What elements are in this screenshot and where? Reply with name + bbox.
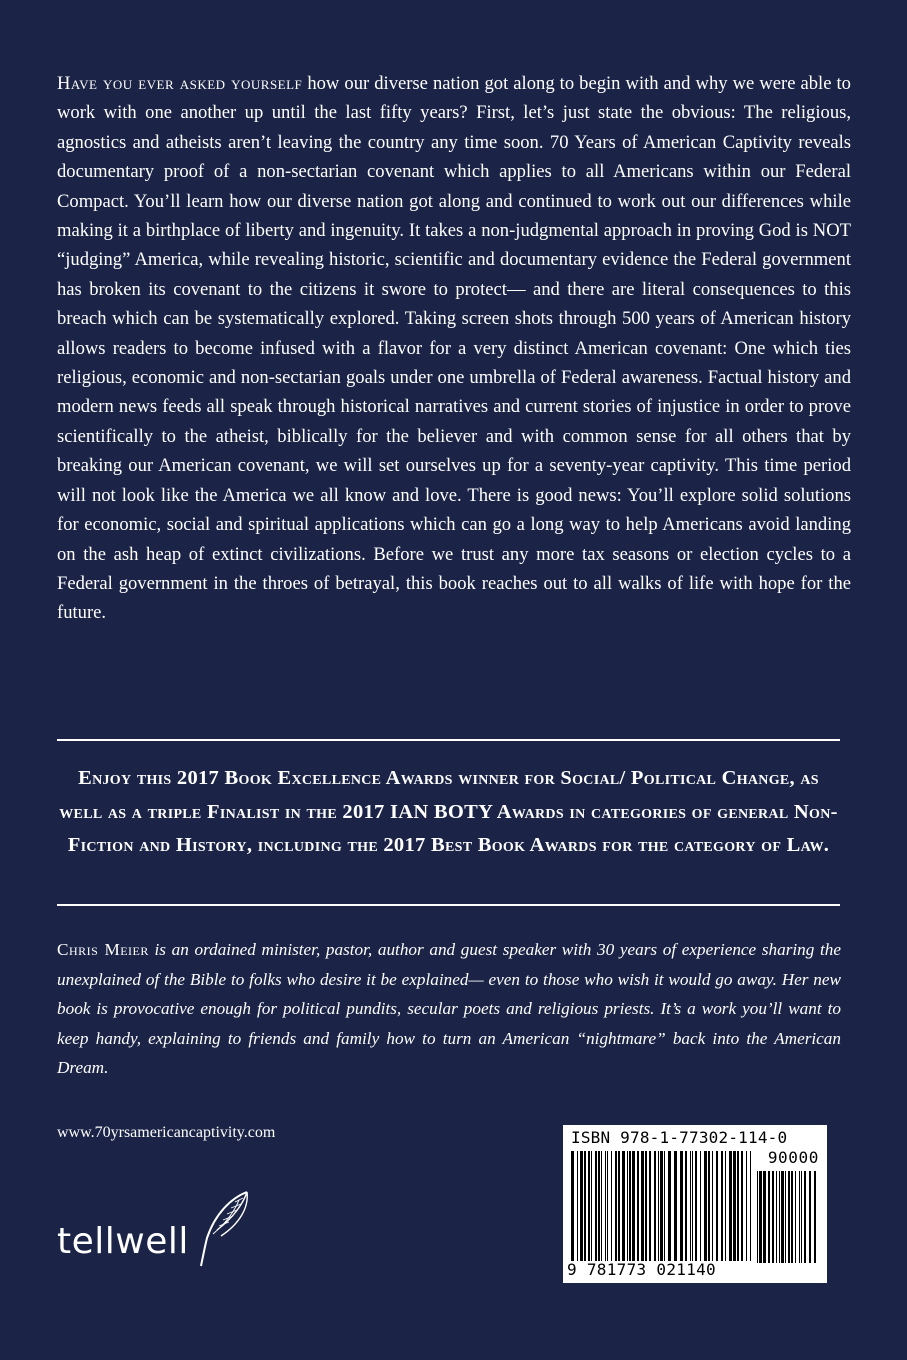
description-lead: Have you ever asked yourself (57, 73, 303, 94)
barcode-bar (721, 1151, 723, 1261)
barcode-bar (746, 1151, 747, 1261)
barcode-bar (649, 1151, 651, 1261)
isbn-barcode (563, 1125, 827, 1283)
barcode-bar (627, 1151, 628, 1261)
barcode-bar (618, 1151, 620, 1261)
barcode-bar (729, 1151, 732, 1261)
barcode-bar (629, 1151, 631, 1261)
barcode-bar (595, 1151, 597, 1261)
ean-number: 9 781773 021140 (567, 1260, 716, 1279)
barcode-bar (637, 1151, 639, 1261)
barcode-bar (645, 1151, 647, 1261)
barcode-bar (658, 1151, 659, 1261)
barcode-bar (605, 1151, 606, 1261)
barcode-bar (674, 1151, 677, 1261)
book-description (57, 69, 851, 628)
barcode-bar (664, 1151, 665, 1261)
barcode-bar (781, 1171, 784, 1263)
barcode-bar (685, 1151, 687, 1261)
barcode-bar (809, 1171, 811, 1263)
barcode-bar (632, 1151, 635, 1261)
barcode-bar (660, 1151, 663, 1261)
barcode-bar (641, 1151, 644, 1261)
barcode-bar (695, 1151, 697, 1261)
barcode-bar (680, 1151, 683, 1261)
barcode-bar (700, 1151, 701, 1261)
barcode-bar (791, 1171, 793, 1263)
divider-bottom (57, 904, 840, 906)
barcode-bar (804, 1171, 806, 1263)
barcode-bar (690, 1151, 691, 1261)
barcode-bar (779, 1171, 780, 1263)
barcode-bar (759, 1171, 762, 1263)
website-url[interactable]: www.70yrsamericancaptivity.com (57, 1124, 276, 1141)
barcode-bar (785, 1171, 786, 1263)
barcode-bar (584, 1151, 586, 1261)
barcode-bar (692, 1151, 693, 1261)
barcode-bar (741, 1151, 743, 1261)
publisher-logo (57, 1190, 257, 1280)
barcode-bar (750, 1151, 751, 1261)
barcode-bar (737, 1151, 739, 1261)
barcode-bar (757, 1171, 758, 1263)
author-bio (57, 935, 841, 1083)
barcode-bar (712, 1151, 713, 1261)
description-body: how our diverse nation got along to begin with and why we were able to work with one another up until the last fifty years? First, let’s just state the obvious: The religious, agnostics and atheists aren’t leaving the country any time soon. 70 Years of American Captivity reveals documentary proof of a non-sectarian covenant which applies to all Americans within our Federal Compact. You’ll learn how our diverse nation got along and continued to work out our differences while making it a birthplace of liberty and ingenuity. It takes a non-judgmental approach in proving God is NOT “judging” America, while revealing historic, scientific and documentary evidence the Federal government has broken its covenant to the citizens it swore to protect— and there are literal consequences to this breach which can be systematically explored. Taking screen shots through 500 years of American history allows readers to become infused with a flavor for a very distinct American covenant: One which ties religious, economic and non-sectarian goals under one umbrella of Federal awareness. Factual history and modern news feeds all speak through historical narratives and current stories of injustice in order to prove scientifically to the atheist, biblically for the believer and with common sense for all others that by breaking our American covenant, we will set ourselves up for a seventy-year captivity. This time period will not look like the America we all know and love. There is good news: You’ll explore solid solutions for economic, social and spiritual applications which can go a long way to help Americans avoid landing on the ash heap of extinct civilizations. Before we trust any more tax seasons or election cycles to a Federal government in the throes of betrayal, this book reaches out to all walks of life with hope for the future. (57, 73, 851, 624)
isbn-number: ISBN 978-1-77302-114-0 (571, 1128, 788, 1147)
barcode-bar (615, 1151, 617, 1261)
price-code: 90000 (767, 1148, 819, 1167)
barcode-bar (801, 1171, 802, 1263)
barcode-bar (788, 1171, 790, 1263)
author-name: Chris Meier (57, 940, 149, 959)
barcode-bar (654, 1151, 656, 1261)
barcode-bar (577, 1151, 578, 1261)
barcode-bar (708, 1151, 710, 1261)
author-bio-text: is an ordained minister, pastor, author and guest speaker with 30 years of experience sharing the unexplained of the Bible to folks who desire it be explained— even to those who wish it would go away. Her new book is provocative enough for political pundits, secular poets and religious priests. It’s a work you’ll want to keep handy, explaining to friends and family how to turn an American “nightmare” back into the American Dream. (57, 940, 841, 1077)
barcode-bar (622, 1151, 625, 1261)
divider-top (57, 739, 840, 741)
barcode-bar (768, 1171, 770, 1263)
barcode-bar (588, 1151, 590, 1261)
barcode-bar (799, 1171, 800, 1263)
publisher-name: tellwell (57, 1221, 189, 1262)
barcode-bar (611, 1151, 612, 1261)
barcode-bar (716, 1151, 718, 1261)
barcode-bar (763, 1171, 766, 1263)
barcode-bar (607, 1151, 608, 1261)
quill-pen-icon (195, 1190, 251, 1270)
barcode-bar (733, 1151, 736, 1261)
awards-statement: Enjoy this 2017 Book Excellence Awards winner for Social/ Political Change, as well as a triple Finalist in the 2017 IAN BOTY Awards in categories of general Non-Fiction and History, including the 2017 Best Book Awards for the category of Law. (59, 767, 838, 856)
price-barcode-icon (757, 1171, 819, 1263)
barcode-bar (704, 1151, 707, 1261)
barcode-bar (725, 1151, 726, 1261)
barcode-bar (772, 1171, 774, 1263)
barcode-bar (795, 1171, 796, 1263)
barcode-bar (668, 1151, 671, 1261)
barcode-bar (598, 1151, 600, 1261)
barcode-bar (814, 1171, 816, 1263)
barcode-icon (571, 1151, 751, 1261)
barcode-bar (571, 1151, 574, 1261)
barcode-bar (776, 1171, 777, 1263)
barcode-bar (591, 1151, 592, 1261)
barcode-bar (601, 1151, 602, 1261)
barcode-bar (580, 1151, 583, 1261)
